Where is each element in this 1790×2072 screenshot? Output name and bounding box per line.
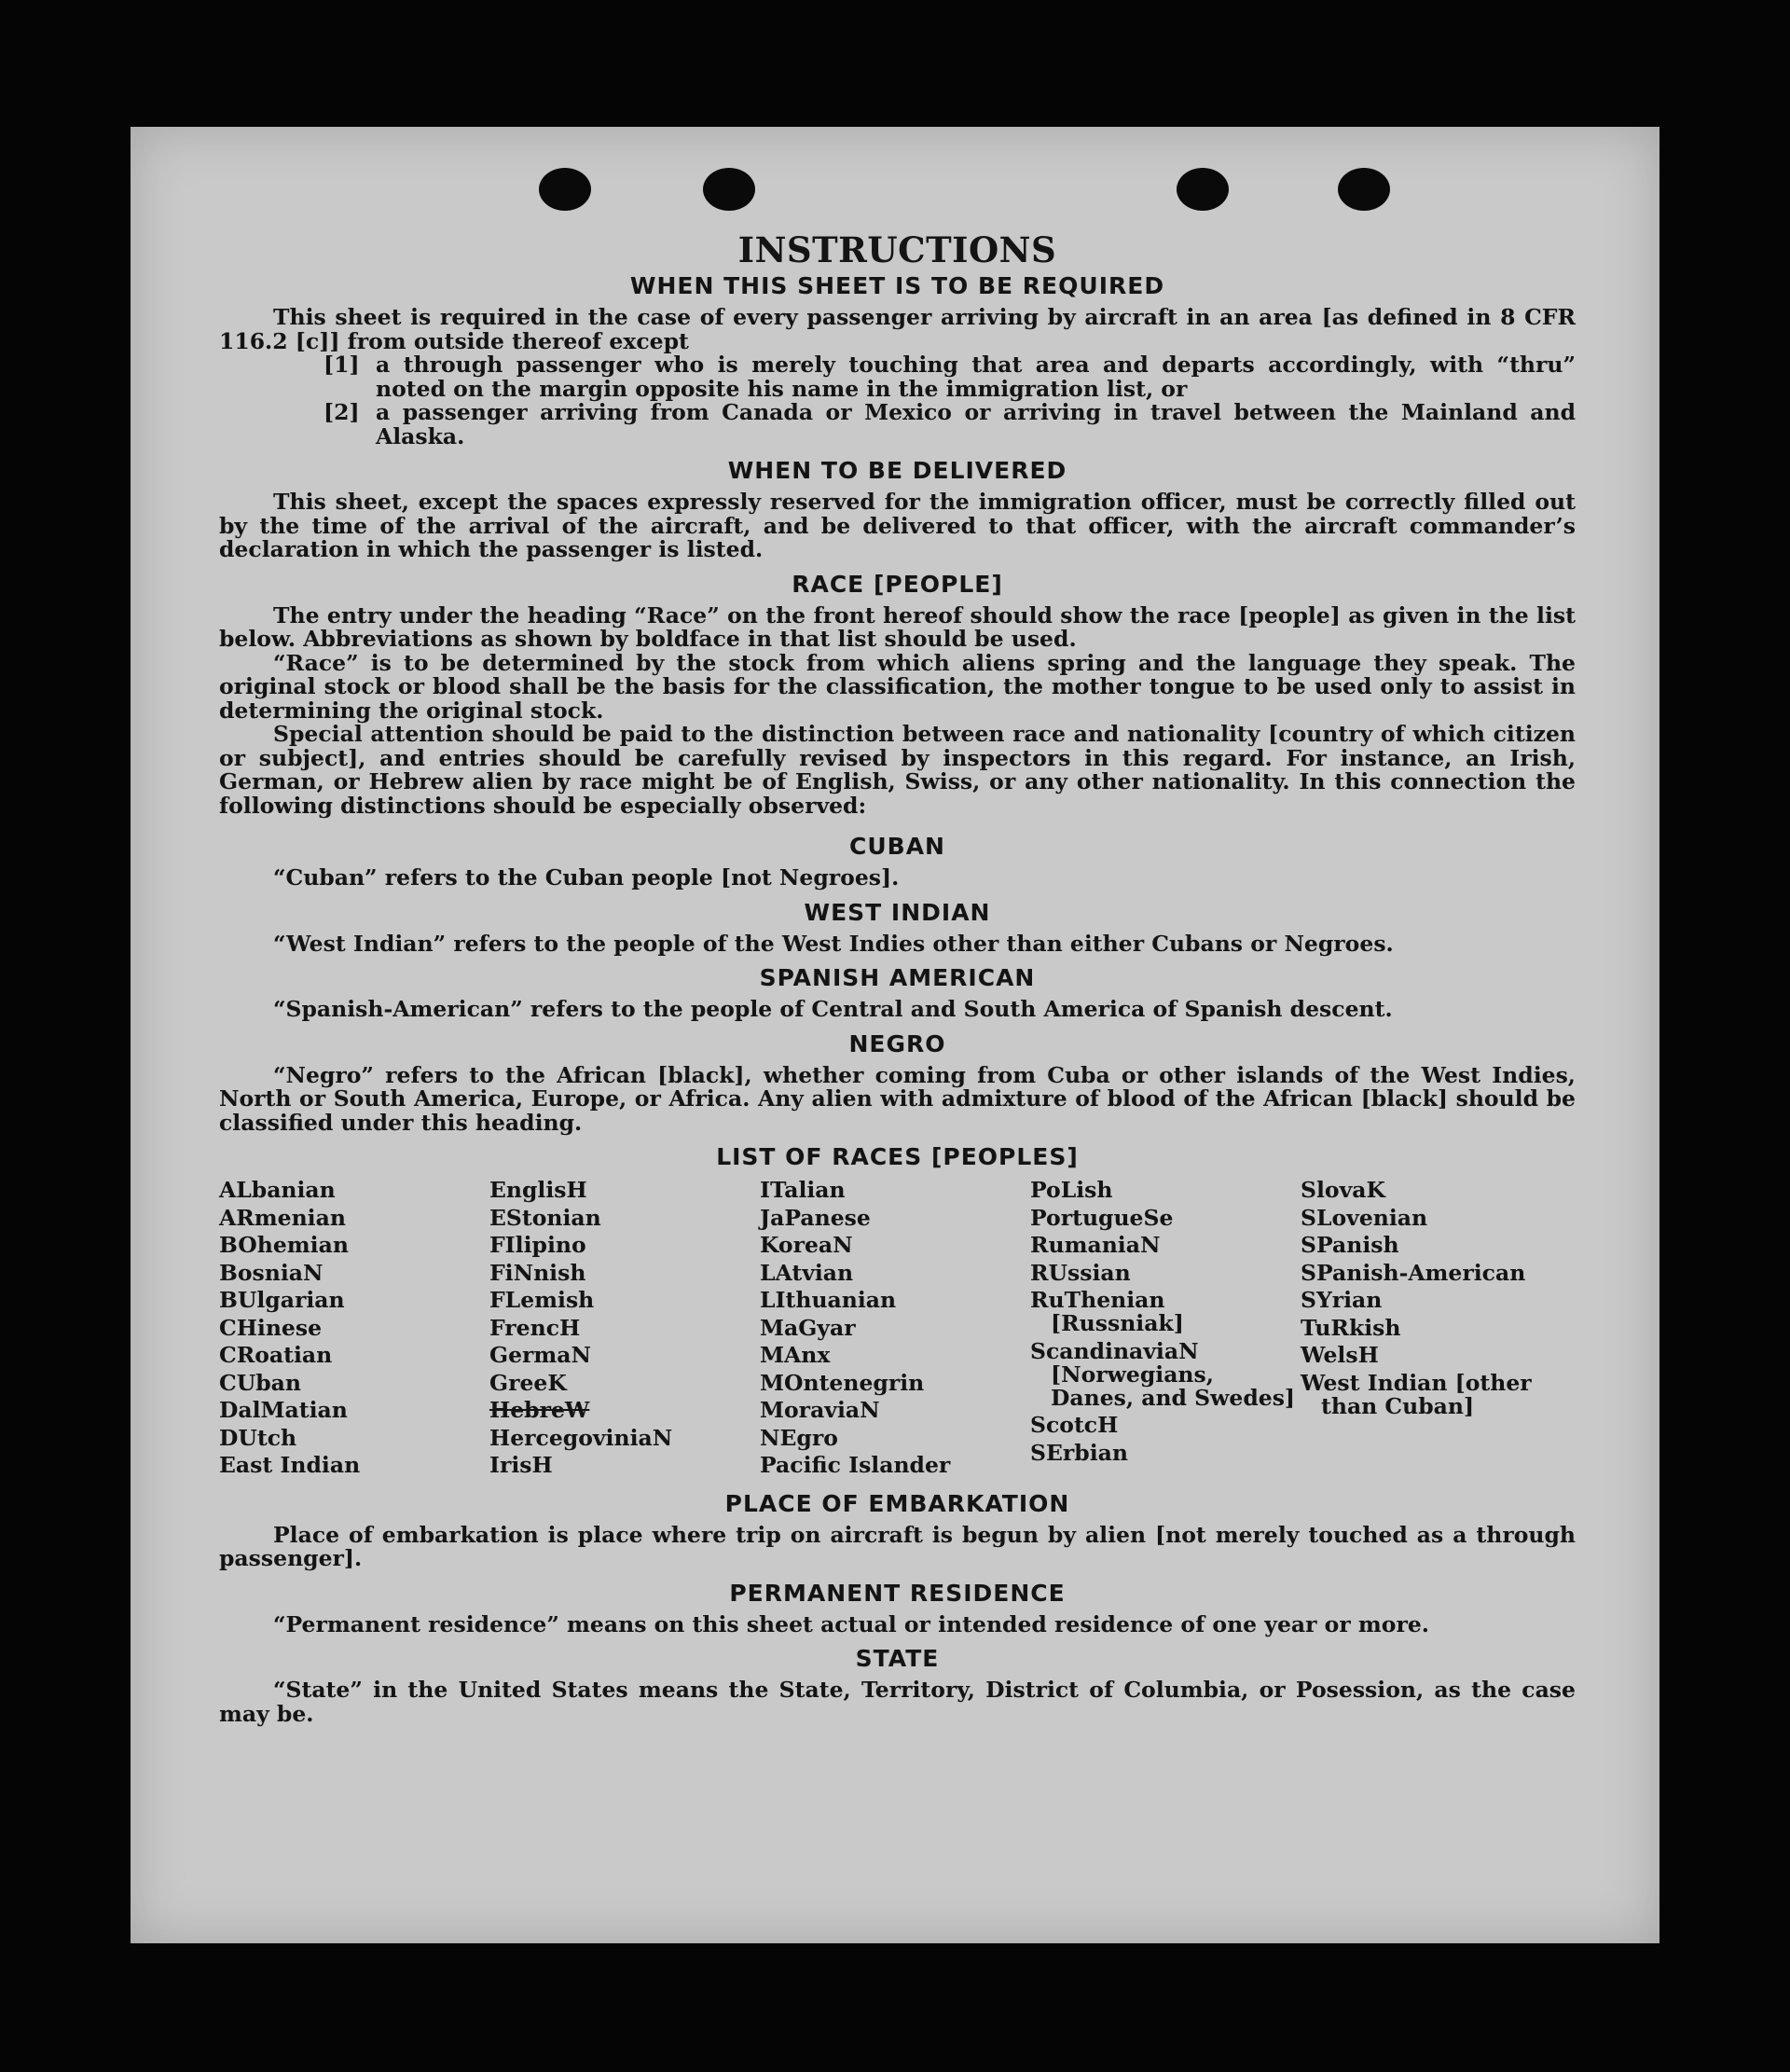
race-item: MOntenegrin xyxy=(760,1369,925,1396)
race-item: FiNnish xyxy=(489,1259,586,1286)
race-item: BUlgarian xyxy=(219,1287,345,1313)
race-item: West Indian [other than Cuban] xyxy=(1301,1369,1532,1419)
race-item: GreeK xyxy=(489,1369,567,1396)
race-item: NEgro xyxy=(760,1424,838,1451)
race-item: CUban xyxy=(219,1369,301,1396)
exception-item: [1] a through passenger who is merely touching that area and departs accordingly, with “thru” noted on the margin opposite his name in the immigration list, or xyxy=(324,352,1576,402)
heading-residence: PERMANENT RESIDENCE xyxy=(729,1579,1066,1607)
race-item: PortugueSe xyxy=(1030,1204,1174,1231)
race-item: SlovaK xyxy=(1301,1177,1385,1203)
heading-delivered: WHEN TO BE DELIVERED xyxy=(727,457,1067,484)
race-item: FLemish xyxy=(489,1287,595,1313)
page-title: INSTRUCTIONS xyxy=(737,229,1057,270)
race-paragraph: Special attention should be paid to the distinction between race and nationality [country of which citizen or subject], and entries should be carefully revised by inspectors in this regard. For instance, an Irish, German, or Hebrew alien by race might be of English, Swiss, or any other nationality. In this connection the following distinctions should be especially observed: xyxy=(219,721,1576,819)
exception-item: [2] a passenger arriving from Canada or Mexico or arriving in travel between the Mainland and Alaska. xyxy=(324,399,1576,449)
race-item-struck: HebreW xyxy=(489,1397,590,1423)
state-text: “State” in the United States means the State, Territory, District of Columbia, or Posession, as the case may be. xyxy=(219,1677,1576,1727)
race-item: GermaN xyxy=(489,1342,591,1368)
races-column xyxy=(1030,1179,1301,1482)
race-item: SYrian xyxy=(1301,1287,1383,1313)
heading-cuban: CUBAN xyxy=(849,833,945,860)
cuban-text: “Cuban” refers to the Cuban people [not Negroes]. xyxy=(273,864,900,891)
races-list xyxy=(219,1179,1576,1482)
race-item: MAnx xyxy=(760,1342,831,1368)
race-item: ScandinaviaN [Norwegians, Danes, and Swedes] xyxy=(1030,1337,1296,1411)
race-item: CHinese xyxy=(219,1314,323,1341)
race-item: TuRkish xyxy=(1301,1314,1401,1341)
punch-hole xyxy=(539,168,591,211)
races-column xyxy=(760,1179,1030,1482)
race-item: EStonian xyxy=(489,1204,601,1231)
race-item: East Indian xyxy=(219,1452,361,1478)
instructions-sheet xyxy=(219,229,1576,1726)
race-item: SErbian xyxy=(1030,1439,1128,1466)
race-item: WelsH xyxy=(1301,1342,1379,1368)
race-paragraph: “Race” is to be determined by the stock from which aliens spring and the language they speak. The original stock or blood shall be the basis for the classification, the mother tongue to be used only to assist in determining the original stock. xyxy=(219,649,1576,724)
race-item: BOhemian xyxy=(219,1232,349,1258)
race-item: DalMatian xyxy=(219,1397,348,1423)
heading-required: WHEN THIS SHEET IS TO BE REQUIRED xyxy=(629,272,1165,299)
heading-negro: NEGRO xyxy=(848,1029,946,1057)
delivered-text: This sheet, except the spaces expressly reserved for the immigration officer, must be correctly filled out by the time of the arrival of the aircraft, and be delivered to that officer, with the aircraft commander’s declaration in which the passenger is listed. xyxy=(219,489,1576,562)
race-item: ScotcH xyxy=(1030,1412,1119,1438)
heading-west-indian: WEST INDIAN xyxy=(804,898,991,926)
race-item: ALbanian xyxy=(219,1177,336,1203)
race-item: FIlipino xyxy=(489,1232,586,1258)
races-column xyxy=(489,1179,760,1482)
race-item: RUssian xyxy=(1030,1259,1131,1286)
heading-list-of-races: LIST OF RACES [PEOPLES] xyxy=(716,1143,1079,1170)
race-item: MoraviaN xyxy=(760,1397,880,1423)
race-item: DUtch xyxy=(219,1424,297,1451)
races-column xyxy=(1301,1179,1571,1482)
race-item: RumaniaN xyxy=(1030,1232,1161,1258)
race-item: JaPanese xyxy=(760,1204,871,1231)
race-item: RuThenian [Russniak] xyxy=(1030,1287,1184,1336)
race-item: LIthuanian xyxy=(760,1287,897,1313)
race-item: Pacific Islander xyxy=(760,1452,951,1478)
west-indian-text: “West Indian” refers to the people of the West Indies other than either Cubans or Negroes. xyxy=(273,930,1394,957)
race-paragraph: The entry under the heading “Race” on the front hereof should show the race [people] as given in the list below. Abbreviations as shown by boldface in that list should be used. xyxy=(219,601,1576,652)
spanish-american-text: “Spanish-American” refers to the people of Central and South America of Spanish descent. xyxy=(273,996,1393,1022)
heading-embarkation: PLACE OF EMBARKATION xyxy=(724,1489,1070,1517)
heading-spanish-american: SPANISH AMERICAN xyxy=(759,964,1036,991)
race-item: CRoatian xyxy=(219,1342,333,1368)
race-item: FrencH xyxy=(489,1314,581,1341)
negro-text: “Negro” refers to the African [black], whether coming from Cuba or other islands of the West Indies, North or South America, Europe, or Africa. Any alien with admixture of blood of the African [black] should be classified under this heading. xyxy=(219,1061,1576,1136)
race-item: MaGyar xyxy=(760,1314,856,1341)
race-item: PoLish xyxy=(1030,1177,1113,1203)
races-column xyxy=(219,1179,489,1482)
race-item: EnglisH xyxy=(489,1177,587,1203)
punch-hole xyxy=(703,168,755,211)
race-item: BosniaN xyxy=(219,1259,324,1286)
race-item: HercegoviniaN xyxy=(489,1424,673,1451)
heading-race: RACE [PEOPLE] xyxy=(792,570,1003,598)
race-item: ARmenian xyxy=(219,1204,346,1231)
required-intro: This sheet is required in the case of every passenger arriving by aircraft in an area [as defined in 8 CFR 116.2 [c]] from outside thereof except xyxy=(219,304,1576,354)
embarkation-text: Place of embarkation is place where trip on aircraft is begun by alien [not merely touched as a through passenger]. xyxy=(219,1521,1576,1571)
race-item: IrisH xyxy=(489,1452,553,1478)
race-item: ITalian xyxy=(760,1177,846,1203)
document-page xyxy=(131,127,1659,1943)
punch-hole xyxy=(1177,168,1229,211)
heading-state: STATE xyxy=(855,1645,940,1672)
race-item: SPanish xyxy=(1301,1232,1399,1258)
race-item: LAtvian xyxy=(760,1259,854,1286)
race-item: SLovenian xyxy=(1301,1204,1428,1231)
race-item: KoreaN xyxy=(760,1232,853,1258)
residence-text: “Permanent residence” means on this sheet actual or intended residence of one year or more. xyxy=(273,1610,1429,1637)
race-item: SPanish-American xyxy=(1301,1259,1526,1286)
punch-hole xyxy=(1338,168,1390,211)
